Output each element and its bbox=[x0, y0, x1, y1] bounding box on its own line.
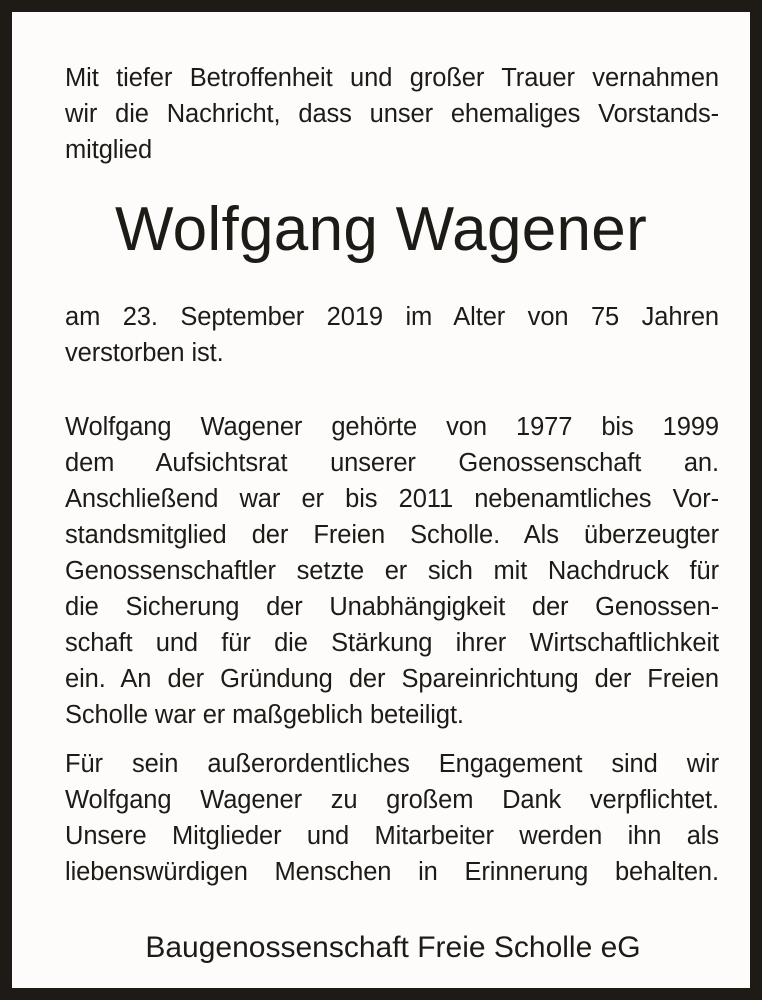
death-date-line: verstorben ist. bbox=[65, 339, 224, 367]
intro-line: mitglied bbox=[65, 136, 153, 164]
biography-line: standsmitglied der Freien Scholle. Als überzeugter bbox=[65, 521, 719, 549]
biography-line: Scholle war er maßgeblich beteiligt. bbox=[65, 701, 464, 729]
biography-line: Anschließend war er bis 2011 nebenamtliches Vor- bbox=[65, 485, 719, 513]
signature-organization: Baugenossenschaft Freie Scholle eG bbox=[145, 931, 641, 964]
biography-line: schaft und für die Stärkung ihrer Wirtschaftlichkeit bbox=[65, 629, 719, 657]
gratitude-line: Für sein außerordentliches Engagement sind wir bbox=[65, 750, 719, 778]
gratitude-line: Unsere Mitglieder und Mitarbeiter werden ihn als bbox=[65, 822, 719, 850]
death-date-line: am 23. September 2019 im Alter von 75 Jahren bbox=[65, 303, 719, 331]
biography-line: Genossenschaftler setzte er sich mit Nachdruck für bbox=[65, 557, 719, 585]
biography-line: dem Aufsichtsrat unserer Genossenschaft an. bbox=[65, 449, 719, 477]
gratitude-line: Wolfgang Wagener zu großem Dank verpflichtet. bbox=[65, 786, 719, 814]
biography-line: Wolfgang Wagener gehörte von 1977 bis 1999 bbox=[65, 413, 719, 441]
deceased-name: Wolfgang Wagener bbox=[114, 195, 648, 264]
gratitude-line: liebenswürdigen Menschen in Erinnerung behalten. bbox=[65, 858, 719, 886]
biography-line: ein. An der Gründung der Spareinrichtung der Freien bbox=[65, 665, 719, 693]
intro-line: wir die Nachricht, dass unser ehemaliges Vorstands- bbox=[65, 100, 719, 128]
biography-line: die Sicherung der Unabhängigkeit der Genossen- bbox=[65, 593, 719, 621]
intro-line: Mit tiefer Betroffenheit und großer Trauer vernahmen bbox=[65, 64, 719, 92]
